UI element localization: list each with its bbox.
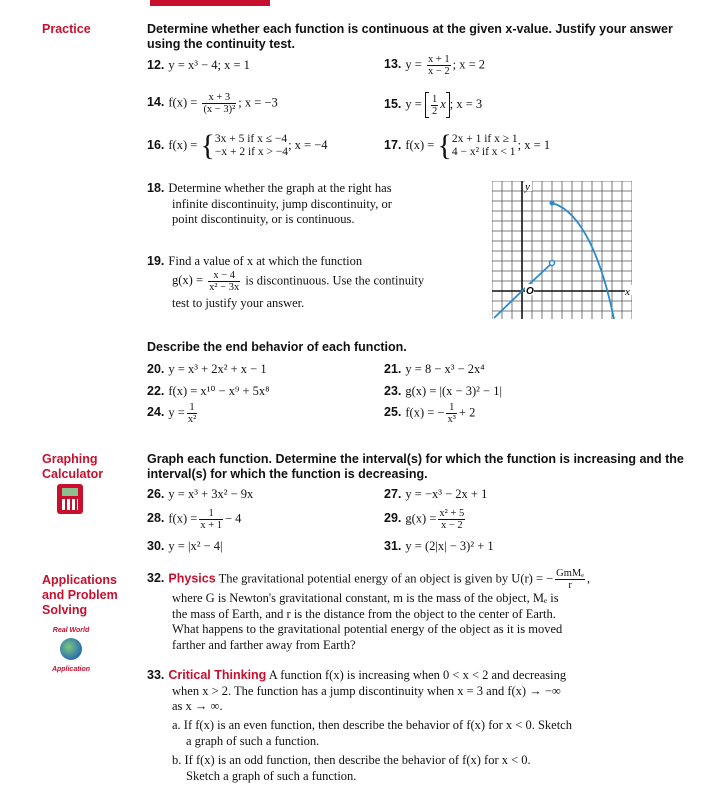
application-label: Application xyxy=(51,666,91,673)
problem-33b: b. If f(x) is an odd function, then describe the behavior of f(x) for x < 0. Sketch a graph of such a function. xyxy=(172,753,531,783)
problem-26: 26. y = x³ + 3x² − 9x xyxy=(147,487,254,501)
problem-17: 17. f(x) = { 2x + 1 if x ≥ 1 4 − x² if x < 1 ; x = 1 xyxy=(384,129,551,162)
graphing-instructions: Graph each function. Determine the interval(s) for which the function is increasing and the interval(s) for which the function is decreasing. xyxy=(147,452,684,481)
problem-15: 15. y = $\frac{1}{2}$ x ; x = 3 xyxy=(384,93,483,117)
problem-19: 19. Find a value of x at which the function g(x) = $\frac{x - 4}{\text{x² − 3x}}$ is discontinuous. Use the continuity test to justify your answer. xyxy=(147,254,425,310)
discontinuity-graph xyxy=(492,181,632,319)
continuity-instructions: Determine whether each function is continuous at the given x-value. Justify your answer using the continuity test. xyxy=(147,22,673,51)
problem-33a: a. If f(x) is an even function, then describe the behavior of f(x) for x < 0. Sketch a graph of such a function. xyxy=(172,718,572,748)
problem-12: 12. y = x³ − 4; x = 1 xyxy=(147,58,250,72)
end-behavior-instructions: Describe the end behavior of each function. xyxy=(147,340,407,354)
applications-label: Applications and Problem Solving xyxy=(42,573,118,617)
globe-icon xyxy=(60,638,82,660)
practice-label: Practice xyxy=(42,22,91,36)
problem-22: 22. f(x) = x¹⁰ − x⁹ + 5x⁸ xyxy=(147,384,270,398)
problem-20: 20. y = x³ + 2x² + x − 1 xyxy=(147,362,267,376)
problem-23: 23. g(x) = |(x − 3)² − 1| xyxy=(384,384,502,398)
problem-18: 18. Determine whether the graph at the right has infinite discontinuity, jump discontinuity, or point discontinuity, or is continuous. xyxy=(147,181,392,226)
problem-29: 29. g(x) = $\frac{\text{x² + 5}}{x - 2}$ xyxy=(384,508,465,531)
problem-27: 27. y = −x³ − 2x + 1 xyxy=(384,487,488,501)
problem-21: 21. y = 8 − x³ − 2x⁴ xyxy=(384,362,485,376)
problem-16: 16. f(x) = { 3x + 5 if x ≤ −4 −x + 2 if x > −4 ; x = −4 xyxy=(147,129,328,162)
problem-13: 13. y = $\frac{x + 1}{x - 2}$ ; x = 2 xyxy=(384,54,486,77)
problem-33: 33. Critical Thinking A function f(x) is increasing when 0 < x < 2 and decreasing when x > 2. The function has a jump discontinuity when x = 3 and f(x) → −∞ as x → ∞. xyxy=(147,668,567,713)
problem-28: 28. f(x) = $\frac{1}{x + 1}$ − 4 xyxy=(147,508,242,531)
problem-32: 32. Physics The gravitational potential energy of an object is given by U(r) = − $\frac{\text{GmMₑ}}{r}$ , where G is Newton's gravitational constant, m is the mass of the object, Mₑ is the mass of Earth, and r is the distance from the object to the center of Earth. What happens to the gravitational potential energy of the object as it is moved farther and farther away from Earth? xyxy=(147,568,591,652)
real-world-label: Real World xyxy=(52,627,90,634)
origin-label: O xyxy=(526,286,534,297)
x-axis-label: x xyxy=(625,286,630,298)
graphing-calculator-label: Graphing Calculator xyxy=(42,452,104,481)
problem-25: 25. f(x) = − $\frac{1}{\text{x³}}$ + 2 xyxy=(384,402,476,425)
problem-24: 24. y = $\frac{1}{\text{x²}}$ xyxy=(147,402,197,425)
calculator-icon xyxy=(57,484,83,514)
problem-30: 30. y = |x² − 4| xyxy=(147,539,223,553)
y-axis-label: y xyxy=(525,181,530,193)
problem-14: 14. f(x) = $\frac{x + 3}{\text{(x − 3)²}}$ ; x = −3 xyxy=(147,92,278,115)
exercises-banner xyxy=(150,0,270,6)
problem-31: 31. y = (2|x| − 3)² + 1 xyxy=(384,539,494,553)
